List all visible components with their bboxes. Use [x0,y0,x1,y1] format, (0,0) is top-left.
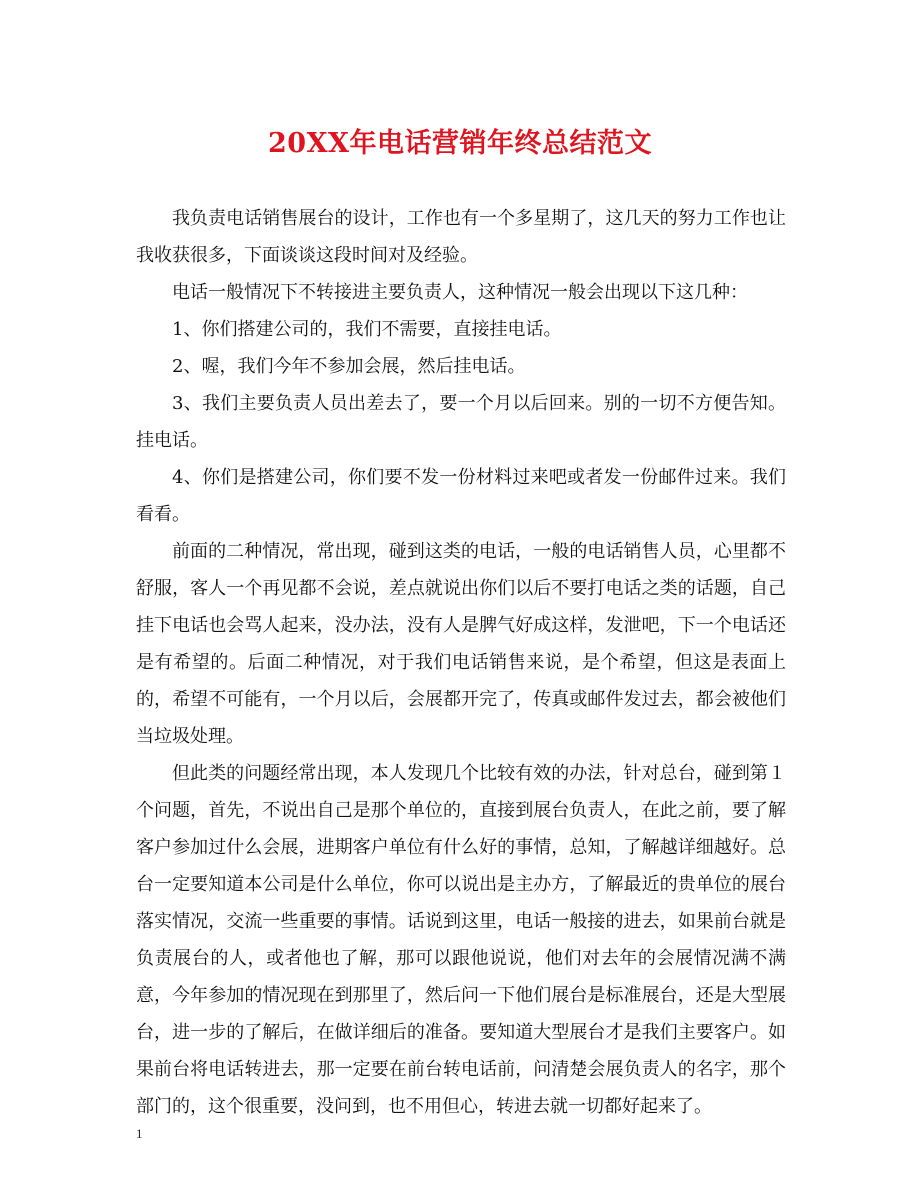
paragraph-case-4: 4、你们是搭建公司，你们要不发一份材料过来吧或者发一份邮件过来。我们看看。 [136,467,786,525]
page-number: 1 [136,1126,143,1141]
paragraph-case-3: 3、我们主要负责人员出差去了，要一个月以后回来。别的一切不方便告知。挂电话。 [136,393,786,451]
paragraph-case-2: 2、喔，我们今年不参加会展，然后挂电话。 [172,356,526,377]
paragraph-situations-intro: 电话一般情况下不转接进主要负责人，这种情况一般会出现以下这几种： [172,282,748,303]
document-title: 20XX年电话营销年终总结范文 [268,128,652,159]
document-body [136,200,786,1125]
paragraph-analysis: 前面的二种情况，常出现，碰到这类的电话，一般的电话销售人员，心里都不舒服，客人一个再见都不会说，差点就说出你们以后不要打电话之类的话题，自己挂下电话也会骂人起来，没办法，没有人是脾气好成这样，发泄吧，下一个电话还是有希望的。后面二种情况，对于我们电话销售来说，是个希望，但这是表面上的，希望不可能有，一个月以后，会展都开完了，传真或邮件发过去，都会被他们当垃圾处理。 [136,541,786,747]
paragraph-intro: 我负责电话销售展台的设计，工作也有一个多星期了，这几天的努力工作也让我收获很多，下面谈谈这段时间对及经验。 [136,208,786,266]
paragraph-case-1: 1、你们搭建公司的，我们不需要，直接挂电话。 [172,319,562,340]
paragraph-methods: 但此类的问题经常出现，本人发现几个比较有效的办法，针对总台，碰到第１个问题，首先，不说出自己是那个单位的，直接到展台负责人，在此之前，要了解客户参加过什么会展，进期客户单位有什么好的事情，总知，了解越详细越好。总台一定要知道本公司是什么单位，你可以说出是主办方，了解最近的贵单位的展台落实情况，交流一些重要的事情。话说到这里，电话一般接的进去，如果前台就是负责展台的人，或者他也了解，那可以跟他说说，他们对去年的会展情况满不满意，今年参加的情况现在到那里了，然后问一下他们展台是标准展台，还是大型展台，进一步的了解后，在做详细后的准备。要知道大型展台才是我们主要客户。如果前台将电话转进去，那一定要在前台转电话前，问清楚会展负责人的名字，那个部门的，这个很重要，没问到，也不用但心，转进去就一切都好起来了。 [136,763,786,1117]
